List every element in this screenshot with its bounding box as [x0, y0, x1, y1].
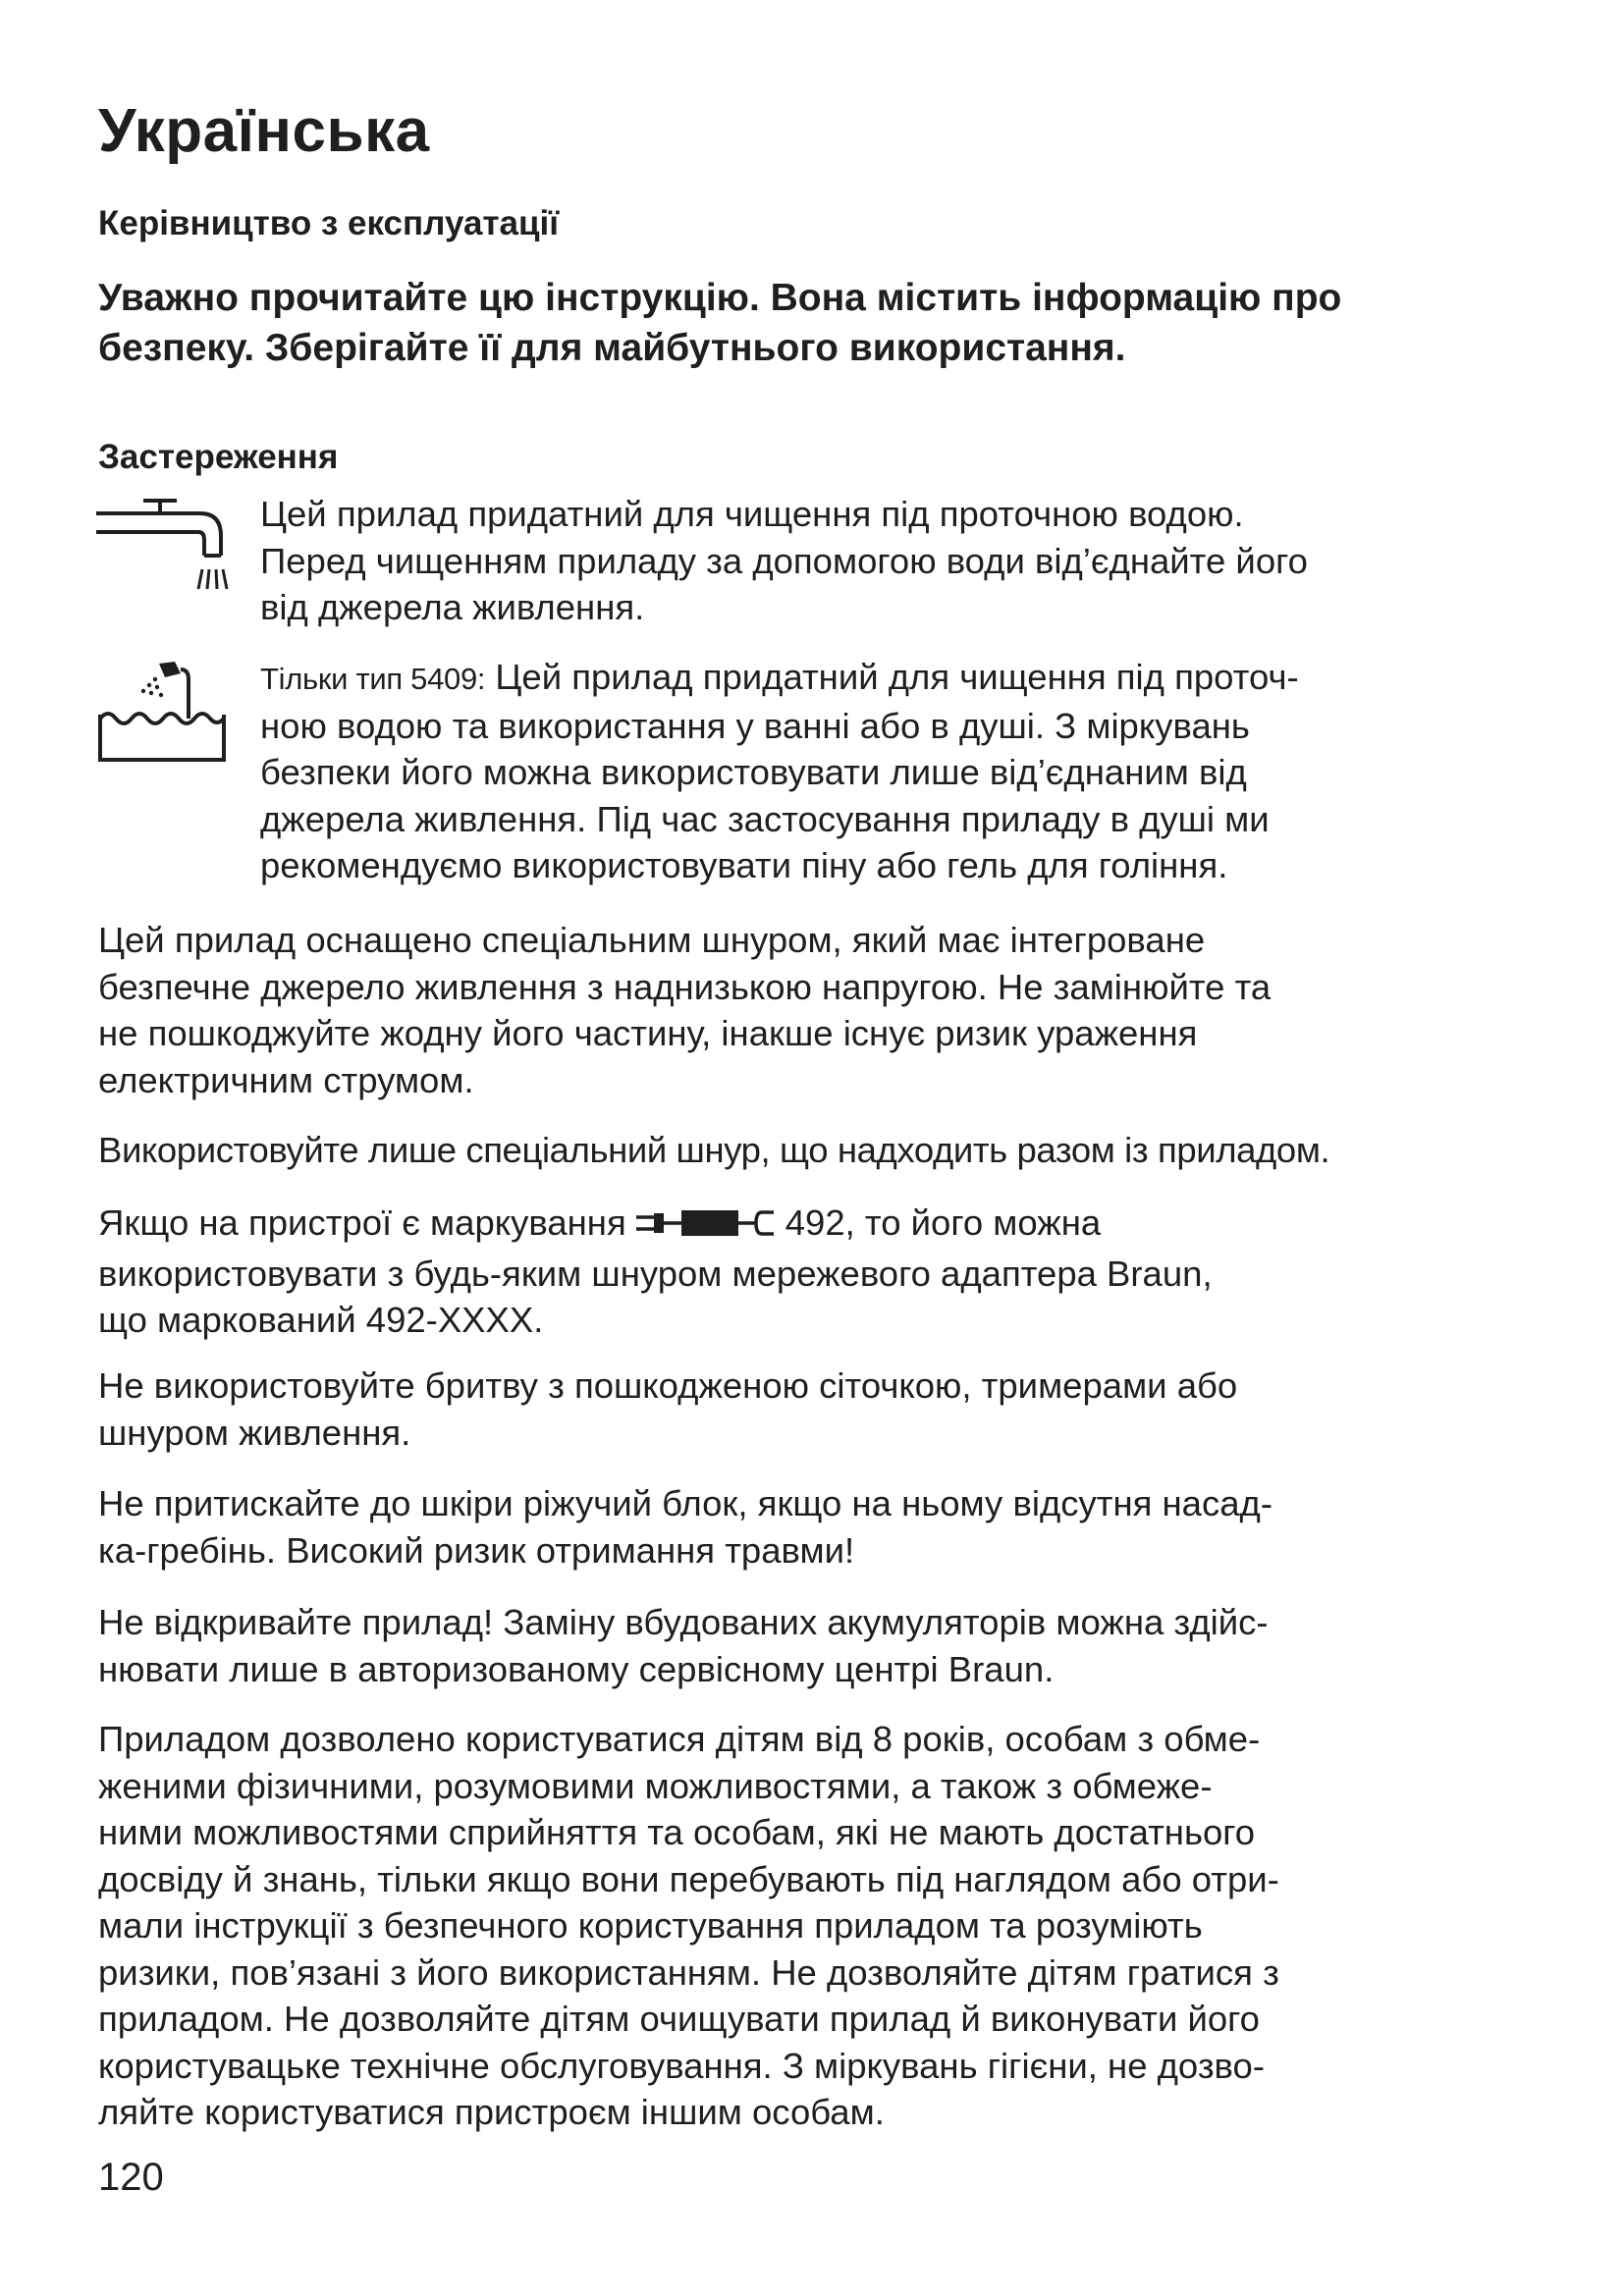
paragraph-line: ними можливостями сприйняття та особам, які не мають достатнього [98, 1812, 1256, 1852]
warning-water-line: від джерела живлення. [260, 587, 645, 627]
paragraph-line: електричним струмом. [98, 1059, 474, 1100]
paragraph-line: шнуром живлення. [98, 1412, 411, 1453]
paragraph-line: що маркований 492-XXXX. [98, 1300, 544, 1340]
paragraph-marking-492 [98, 1200, 1542, 1344]
read-note-line: Уважно прочитайте цю інструкцію. Вона містить інформацію про [98, 277, 1342, 319]
paragraph-line: Цей прилад оснащено спеціальним шнуром, який має інтегроване [98, 920, 1206, 960]
paragraph-line: Приладом дозволено користуватися дітям від 8 років, особам з обме- [98, 1719, 1261, 1759]
warning-water-cleaning [260, 491, 1537, 631]
warning-bath-line: ною водою та використання у ванні або в душі. З міркувань [260, 705, 1250, 746]
warning-bath-line: джерела живлення. Під час застосування приладу в душі ми [260, 798, 1270, 839]
warning-bath-shower [260, 654, 1537, 889]
paragraph-damaged-parts [98, 1362, 1542, 1456]
paragraph-line: женими фізичними, розумовими можливостями, а також з обмеже- [98, 1765, 1213, 1806]
paragraph-line: безпечне джерело живлення з наднизькою напругою. Не замінюйте та [98, 966, 1272, 1007]
paragraph-use-special-cord [98, 1127, 1542, 1174]
read-note-line: безпеку. Зберігайте її для майбутнього використання. [98, 327, 1126, 369]
warning-bath-text: Цей прилад придатний для чищення під проточ- [485, 657, 1299, 697]
paragraph-line: Не притискайте до шкіри ріжучий блок, якщо на ньому відсутня насад- [98, 1483, 1272, 1523]
paragraph-children-use [98, 1716, 1542, 2136]
warning-water-line: Цей прилад придатний для чищення під проточною водою. [260, 494, 1244, 534]
paragraph-line: ризики, пов’язані з його використанням. Не дозволяйте дітям гратися з [98, 1951, 1279, 1993]
paragraph-line: користувацьке технічне обслуговування. З міркувань гігієни, не дозво- [98, 2045, 1265, 2086]
paragraph-line: Використовуйте лише спеціальний шнур, що надходить разом із приладом. [98, 1130, 1330, 1170]
running-water-tap-icon [92, 491, 230, 618]
type-prefix: Тільки тип 5409: [260, 662, 486, 696]
paragraph-line: досвіду й знань, тільки якщо вони перебувають під наглядом або отри- [98, 1858, 1279, 1899]
read-instructions-note [98, 273, 1571, 373]
paragraph-line: ка-гребінь. Високий ризик отримання травми! [98, 1529, 855, 1571]
manual-heading: Керівництво з експлуатації [98, 204, 560, 242]
paragraph-special-cord-power [98, 917, 1542, 1103]
warning-bath-line [260, 654, 1537, 703]
power-plug-marking-icon [632, 1203, 780, 1251]
paragraph-line: приладом. Не дозволяйте дітям очищувати прилад й виконувати його [98, 1999, 1260, 2039]
warnings-heading: Застереження [98, 438, 339, 476]
paragraph-line: мали інструкції з безпечного користування приладом та розуміють [98, 1905, 1203, 1946]
paragraph-line: не пошкоджуйте жодну його частину, інакше існує ризик ураження [98, 1013, 1198, 1053]
warning-water-line: Перед чищенням приладу за допомогою води від’єднайте його [260, 540, 1308, 581]
paragraph-cutter-block [98, 1480, 1542, 1574]
paragraph-line: використовувати з будь-яким шнуром мережевого адаптера Braun, [98, 1253, 1213, 1294]
marking-text-before: Якщо на пристрої є маркування [98, 1202, 626, 1243]
warning-bath-line: рекомендуємо використовувати піну або гель для гоління. [260, 845, 1228, 885]
warning-bath-line: безпеки його можна використовувати лише від’єднаним від [260, 752, 1247, 792]
paragraph-line: Не відкривайте прилад! Заміну вбудованих акумуляторів можна здійс- [98, 1602, 1269, 1642]
marking-text-after: 492, то його можна [785, 1202, 1102, 1243]
paragraph-line: Не використовуйте бритву з пошкодженою сіточкою, тримерами або [98, 1365, 1238, 1406]
paragraph-do-not-open [98, 1599, 1542, 1692]
paragraph-line [98, 1200, 1542, 1251]
paragraph-line: нювати лише в авторизованому сервісному центрі Braun. [98, 1648, 1055, 1689]
language-title: Українська [98, 97, 430, 165]
page-number: 120 [98, 2156, 164, 2199]
paragraph-line: ляйте користуватися пристроєм іншим особам. [98, 2092, 885, 2132]
bath-shower-icon [92, 658, 240, 775]
